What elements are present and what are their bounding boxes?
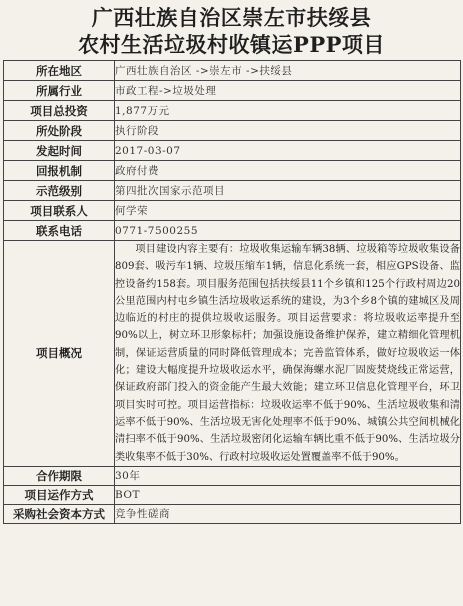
row-stage [4, 121, 461, 141]
row-operation-mode [4, 485, 461, 504]
project-title [0, 4, 463, 58]
overview-cell [115, 241, 461, 467]
row-region [4, 61, 461, 81]
value-start-date: 2017-03-07 [115, 141, 461, 161]
label-contact-person: 项目联系人 [4, 201, 115, 221]
row-contact-person [4, 201, 461, 221]
project-info-table [3, 60, 461, 524]
row-total-investment [4, 101, 461, 121]
value-operation-mode: BOT [115, 485, 461, 504]
value-return-mechanism: 政府付费 [115, 161, 461, 181]
row-overview [4, 241, 461, 467]
label-operation-mode: 项目运作方式 [4, 485, 115, 504]
value-procurement-method: 竞争性磋商 [115, 504, 461, 523]
label-procurement-method: 采购社会资本方式 [4, 504, 115, 523]
title-line-1: 广西壮族自治区崇左市扶绥县 [91, 5, 372, 30]
label-region: 所在地区 [4, 61, 115, 81]
value-total-investment: 1,877万元 [115, 101, 461, 121]
label-phone: 联系电话 [4, 221, 115, 241]
value-demo-level: 第四批次国家示范项目 [115, 181, 461, 201]
value-phone: 0771-7500255 [115, 221, 461, 241]
value-region: 广西壮族自治区 ->崇左市 ->扶绥县 [115, 61, 461, 81]
label-cooperation-period: 合作期限 [4, 466, 115, 485]
row-procurement-method [4, 504, 461, 523]
row-start-date [4, 141, 461, 161]
label-stage: 所处阶段 [4, 121, 115, 141]
label-industry: 所属行业 [4, 81, 115, 101]
title-line-2: 农村生活垃圾村收镇运PPP项目 [78, 32, 385, 57]
row-demo-level [4, 181, 461, 201]
row-industry [4, 81, 461, 101]
value-industry: 市政工程->垃圾处理 [115, 81, 461, 101]
label-overview: 项目概况 [4, 241, 115, 467]
overview-text: 项目建设内容主要有：垃圾收集运输车辆38辆、垃圾箱等垃圾收集设备809套、吸污车1辆、垃圾压缩车1辆，信息化系统一套，相应GPS设备、监控设备约158套。项目服务范围包括扶绥县11个乡镇和125个行政村周边20公里范围内村屯乡镇生活垃圾收运系统的建设，为3个乡8个镇的建城区及周边临近的村庄的提供垃圾收运服务。项目运营要求：将垃圾收运率提升至90%以上，树立环卫形象标杆；加强设施设备维护保养，建立精细化管理机制，保证运营质量的同时降低管理成本；完善监管体系，做好垃圾收运一体化；建设大幅度提升垃圾收运水平，确保海螺水泥厂固废焚烧线正常运营，保证政府部门投入的资金能产生最大效能；建立环卫信息化管理平台，环卫项目实时可控。项目运营指标：垃圾收运率不低于90%、生活垃圾收集和清运率不低于90%、生活垃圾无害化处理率不低于90%、城镇公共空间机械化清扫率不低于90%、生活垃圾密闭化运输车辆比重不低于90%、生活垃圾分类收集率不低于30%、行政村垃圾收运处置覆盖率不低于90%。 [115, 244, 460, 463]
row-phone [4, 221, 461, 241]
label-demo-level: 示范级别 [4, 181, 115, 201]
value-stage: 执行阶段 [115, 121, 461, 141]
label-start-date: 发起时间 [4, 141, 115, 161]
row-cooperation-period [4, 466, 461, 485]
value-cooperation-period: 30年 [115, 466, 461, 485]
value-contact-person: 何学荣 [115, 201, 461, 221]
row-return-mechanism [4, 161, 461, 181]
label-return-mechanism: 回报机制 [4, 161, 115, 181]
label-total-investment: 项目总投资 [4, 101, 115, 121]
